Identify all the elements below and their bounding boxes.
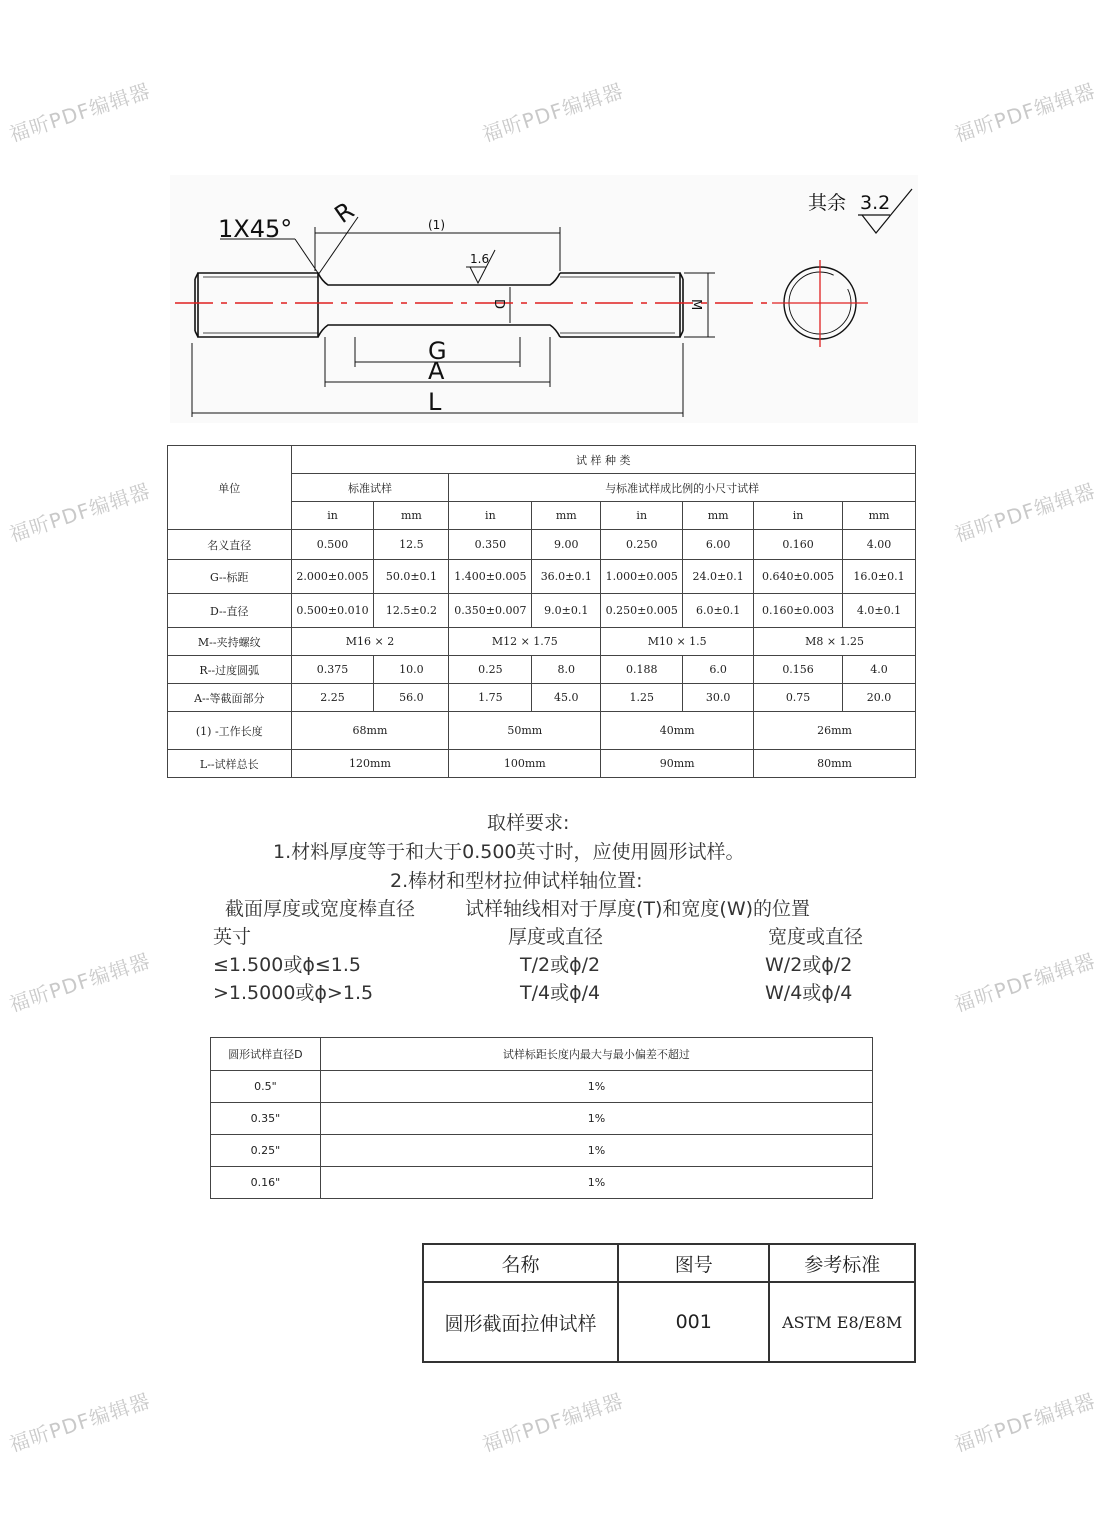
unit-cell: in <box>291 502 374 530</box>
table-cell: 0.25 <box>449 656 532 684</box>
table-cell: 2.25 <box>291 684 374 712</box>
unit-header: 单位 <box>168 446 292 530</box>
watermark: 福昕PDF编辑器 <box>6 1388 154 1457</box>
table-cell: 56.0 <box>374 684 449 712</box>
table-cell: 1.25 <box>601 684 683 712</box>
row1-width: W/2或ϕ/2 <box>765 954 853 976</box>
deviation-table <box>210 1037 873 1199</box>
table-cell: 90mm <box>601 750 754 778</box>
unit-cell: mm <box>532 502 601 530</box>
row-label: L--试样总长 <box>168 750 292 778</box>
row-label: A--等截面部分 <box>168 684 292 712</box>
requirements-title: 取样要求: <box>487 812 570 834</box>
table-cell: 12.5±0.2 <box>374 594 449 628</box>
table-cell: 0.75 <box>754 684 843 712</box>
table-cell: M16 × 2 <box>291 628 449 656</box>
deviation-header-diameter: 圆形试样直径D <box>211 1038 321 1071</box>
table-cell: 4.0 <box>843 656 916 684</box>
spec-table <box>167 445 916 778</box>
table-cell: 24.0±0.1 <box>683 560 754 594</box>
table-cell: 0.500±0.010 <box>291 594 374 628</box>
unit-label: 英寸 <box>213 926 252 948</box>
table-cell: 0.35" <box>211 1103 321 1135</box>
watermark: 福昕PDF编辑器 <box>951 1388 1099 1457</box>
row2-thickness: T/4或ϕ/4 <box>520 982 601 1004</box>
row1-range: ≤1.500或ϕ≤1.5 <box>213 954 361 976</box>
gauge-label: G <box>428 337 447 365</box>
table-cell: 120mm <box>291 750 449 778</box>
table-cell: 6.0±0.1 <box>683 594 754 628</box>
table-cell: 9.00 <box>532 530 601 560</box>
table-cell: 0.188 <box>601 656 683 684</box>
table-cell: 16.0±0.1 <box>843 560 916 594</box>
table-cell: 20.0 <box>843 684 916 712</box>
specimen-drawing <box>170 175 930 425</box>
requirement-item-1: 1.材料厚度等于和大于0.500英寸时，应使用圆形试样。 <box>273 841 745 863</box>
unit-cell: mm <box>374 502 449 530</box>
table-cell: 2.000±0.005 <box>291 560 374 594</box>
watermark: 福昕PDF编辑器 <box>951 948 1099 1017</box>
row2-range: >1.5000或ϕ>1.5 <box>213 982 374 1004</box>
chamfer-label: 1X45° <box>218 215 293 243</box>
name-header: 名称 <box>423 1244 618 1282</box>
table-cell: 1.75 <box>449 684 532 712</box>
table-cell: 6.0 <box>683 656 754 684</box>
watermark: 福昕PDF编辑器 <box>6 78 154 147</box>
table-cell: 0.25" <box>211 1135 321 1167</box>
row2-width: W/4或ϕ/4 <box>765 982 853 1004</box>
unit-cell: mm <box>843 502 916 530</box>
standard-header: 标准试样 <box>291 474 449 502</box>
table-cell: 50mm <box>449 712 601 750</box>
watermark: 福昕PDF编辑器 <box>479 78 627 147</box>
table-cell: 0.250 <box>601 530 683 560</box>
row-label: 名义直径 <box>168 530 292 560</box>
standard-header: 参考标准 <box>769 1244 915 1282</box>
row1-thickness: T/2或ϕ/2 <box>520 954 601 976</box>
sample-type-header: 试 样 种 类 <box>291 446 915 474</box>
unit-cell: in <box>449 502 532 530</box>
thread-label: M <box>688 299 703 311</box>
table-cell: 1% <box>320 1103 872 1135</box>
table-cell: 0.160±0.003 <box>754 594 843 628</box>
table-cell: M12 × 1.75 <box>449 628 601 656</box>
length-label: L <box>428 388 442 416</box>
unit-cell: in <box>601 502 683 530</box>
table-cell: 68mm <box>291 712 449 750</box>
watermark: 福昕PDF编辑器 <box>479 1388 627 1457</box>
row-label: D--直径 <box>168 594 292 628</box>
table-cell: 0.5" <box>211 1071 321 1103</box>
table-cell: M8 × 1.25 <box>754 628 916 656</box>
row-label: R--过度圆弧 <box>168 656 292 684</box>
drawing-number: 001 <box>618 1282 769 1362</box>
diameter-label: D <box>491 299 506 310</box>
watermark: 福昕PDF编辑器 <box>951 478 1099 547</box>
table-cell: 50.0±0.1 <box>374 560 449 594</box>
radius-label: R <box>329 196 360 229</box>
sub-head-2: 宽度或直径 <box>768 926 864 948</box>
table-cell: 30.0 <box>683 684 754 712</box>
table-cell: 0.500 <box>291 530 374 560</box>
watermark: 福昕PDF编辑器 <box>6 478 154 547</box>
table-cell: 10.0 <box>374 656 449 684</box>
table-cell: 26mm <box>754 712 916 750</box>
table-cell: 80mm <box>754 750 916 778</box>
table-cell: 1% <box>320 1167 872 1199</box>
table-cell: 100mm <box>449 750 601 778</box>
table-cell: 45.0 <box>532 684 601 712</box>
sub-head-1: 厚度或直径 <box>508 926 604 948</box>
remaining-roughness-value: 3.2 <box>860 192 891 214</box>
reference-standard: ASTM E8/E8M <box>769 1282 915 1362</box>
table-cell: 0.640±0.005 <box>754 560 843 594</box>
table-cell: 0.16" <box>211 1167 321 1199</box>
watermark: 福昕PDF编辑器 <box>6 948 154 1017</box>
table-cell: 0.350 <box>449 530 532 560</box>
table-cell: 0.156 <box>754 656 843 684</box>
table-cell: 1% <box>320 1071 872 1103</box>
column-head-2: 试样轴线相对于厚度(T)和宽度(W)的位置 <box>465 898 811 920</box>
drawing-no-header: 图号 <box>618 1244 769 1282</box>
table-cell: 0.350±0.007 <box>449 594 532 628</box>
watermark: 福昕PDF编辑器 <box>951 78 1099 147</box>
table-cell: 40mm <box>601 712 754 750</box>
row-label: (1) -工作长度 <box>168 712 292 750</box>
requirement-item-2: 2.棒材和型材拉伸试样轴位置: <box>390 870 643 892</box>
specimen-name: 圆形截面拉伸试样 <box>423 1282 618 1362</box>
remaining-roughness-label: 其余 <box>808 192 847 214</box>
table-cell: 6.00 <box>683 530 754 560</box>
table-cell: 4.0±0.1 <box>843 594 916 628</box>
table-cell: 12.5 <box>374 530 449 560</box>
row-label: G--标距 <box>168 560 292 594</box>
table-cell: M10 × 1.5 <box>601 628 754 656</box>
table-cell: 1% <box>320 1135 872 1167</box>
work-length-label: (1) <box>428 218 445 232</box>
section-label: A <box>428 357 445 385</box>
deviation-header-limit: 试样标距长度内最大与最小偏差不超过 <box>320 1038 872 1071</box>
column-head-1: 截面厚度或宽度棒直径 <box>225 898 416 920</box>
roughness-label: 1.6 <box>470 252 490 266</box>
table-cell: 1.000±0.005 <box>601 560 683 594</box>
small-header: 与标准试样成比例的小尺寸试样 <box>449 474 916 502</box>
table-cell: 1.400±0.005 <box>449 560 532 594</box>
table-cell: 4.00 <box>843 530 916 560</box>
table-cell: 0.160 <box>754 530 843 560</box>
table-cell: 8.0 <box>532 656 601 684</box>
title-block <box>422 1243 916 1363</box>
table-cell: 0.250±0.005 <box>601 594 683 628</box>
unit-cell: mm <box>683 502 754 530</box>
row-label: M--夹持螺纹 <box>168 628 292 656</box>
table-cell: 9.0±0.1 <box>532 594 601 628</box>
table-cell: 0.375 <box>291 656 374 684</box>
table-cell: 36.0±0.1 <box>532 560 601 594</box>
unit-cell: in <box>754 502 843 530</box>
